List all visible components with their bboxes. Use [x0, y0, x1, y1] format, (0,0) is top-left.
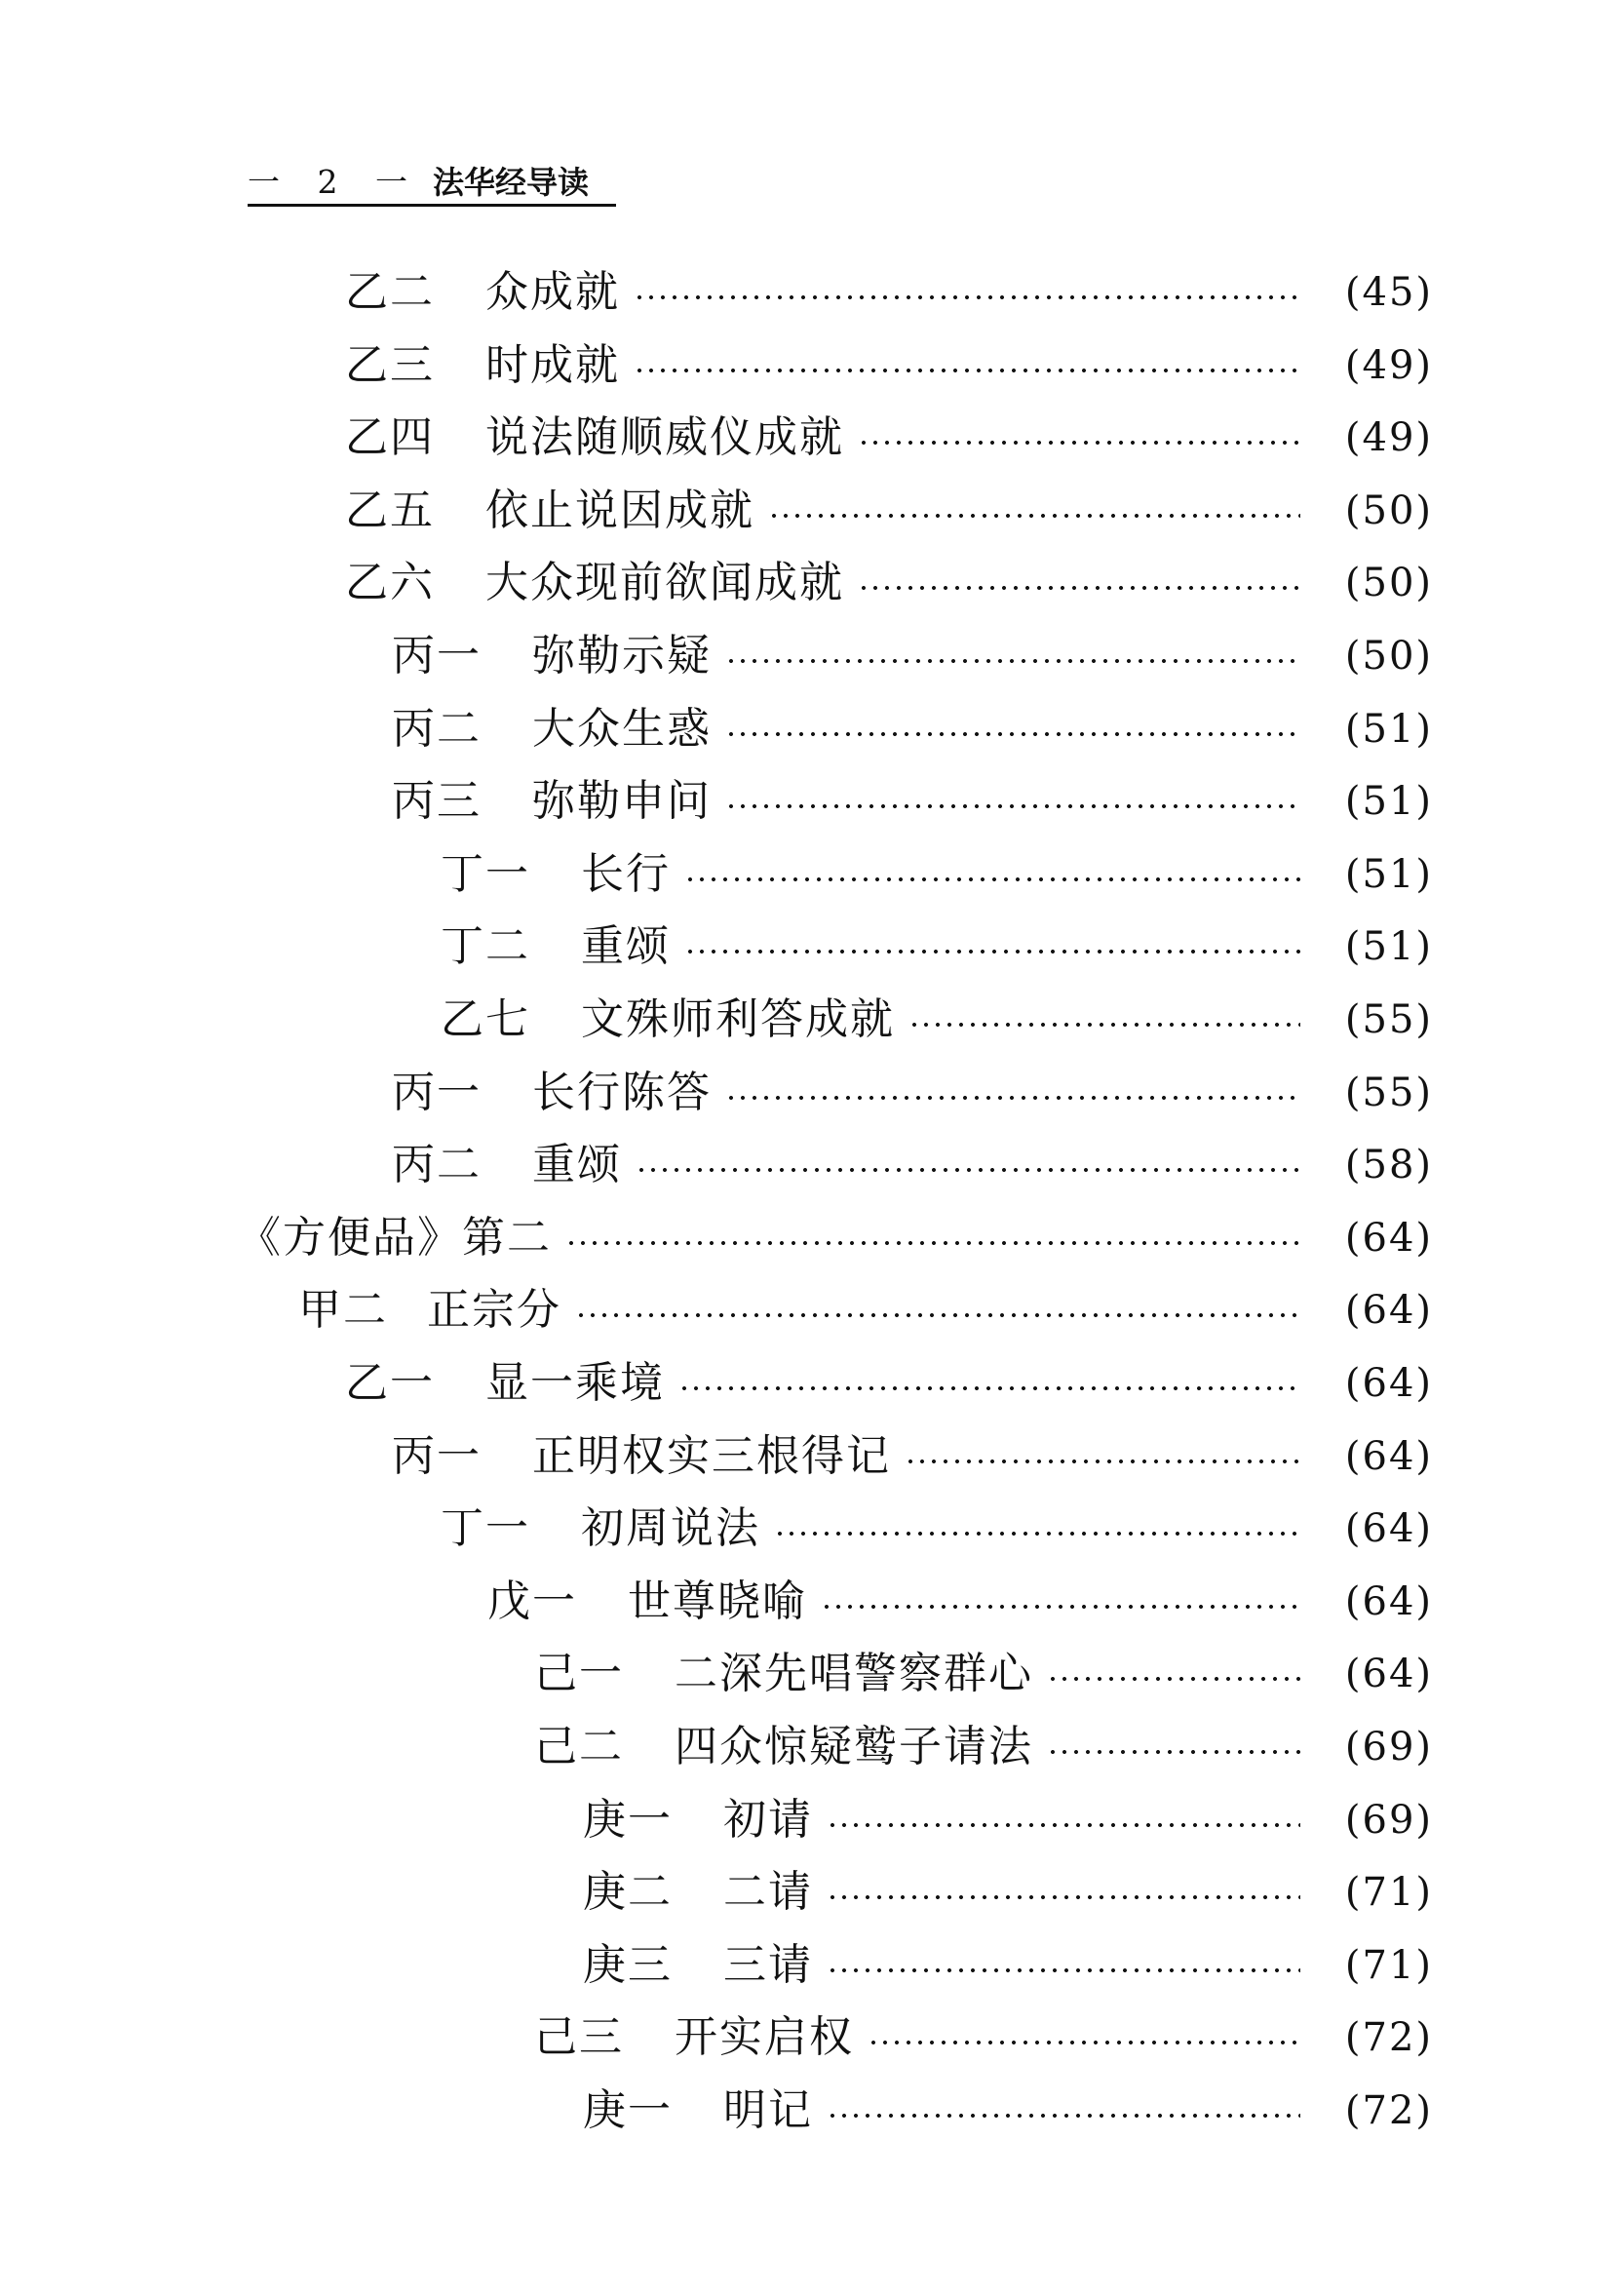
toc-entry-page: (55): [1344, 997, 1433, 1042]
toc-entry-label: 丙一: [392, 1068, 482, 1117]
toc-entry-page: (49): [1344, 415, 1433, 460]
dot-leader: [634, 295, 1300, 299]
page-number-marker: 一 2 一: [248, 163, 421, 201]
toc-entry-label: 丙一: [392, 1431, 482, 1481]
toc-entry: [392, 627, 1433, 685]
toc-entry: [534, 1645, 1433, 1703]
toc-entry-page: (50): [1344, 488, 1433, 533]
dot-leader: [1047, 1750, 1300, 1754]
dot-leader: [768, 514, 1300, 518]
dot-leader: [636, 1168, 1300, 1172]
dot-leader: [1047, 1677, 1300, 1681]
toc-entry-page: (64): [1344, 1434, 1433, 1479]
toc-entry-title: 显一乘境: [485, 1358, 665, 1408]
toc-entry-page: (64): [1344, 1652, 1433, 1696]
dot-leader: [827, 2114, 1300, 2118]
toc-entry-page: (64): [1344, 1361, 1433, 1406]
toc-entry-title: 明记: [723, 2085, 813, 2135]
toc-entry-page: (50): [1344, 634, 1433, 679]
toc-entry-page: (69): [1344, 1798, 1433, 1843]
toc-entry-label: 乙七: [441, 994, 530, 1044]
toc-entry-page: (58): [1344, 1143, 1433, 1187]
toc-entry-title: 《方便品》第二: [238, 1213, 552, 1263]
toc-entry-label: 甲二: [298, 1285, 388, 1335]
toc-entry: [441, 917, 1433, 976]
toc-entry: [534, 1718, 1433, 1776]
toc-entry: [583, 2082, 1433, 2140]
toc-entry-title: 初周说法: [581, 1503, 760, 1553]
toc-entry: [345, 554, 1433, 612]
toc-entry-page: (64): [1344, 1216, 1433, 1261]
toc-entry-page: (64): [1344, 1579, 1433, 1624]
toc-entry-label: 乙三: [345, 340, 435, 390]
toc-entry-title: 长行陈答: [532, 1068, 712, 1117]
toc-entry-page: (45): [1344, 270, 1433, 315]
dot-leader: [684, 950, 1300, 953]
toc-entry-label: 乙一: [345, 1358, 435, 1408]
toc-entry-title: 众成就: [485, 267, 620, 317]
toc-entry-page: (49): [1344, 343, 1433, 388]
toc-entry-page: (72): [1344, 2015, 1433, 2060]
dot-leader: [634, 369, 1300, 372]
toc-entry: [345, 482, 1433, 540]
dot-leader: [905, 1459, 1300, 1463]
toc-entry: [345, 336, 1433, 395]
toc-entry-title: 三请: [723, 1940, 813, 1990]
toc-entry-title: 初请: [723, 1795, 813, 1845]
toc-entry-title: 时成就: [485, 340, 620, 390]
toc-entry-title: 弥勒示疑: [532, 631, 712, 681]
toc-entry-title: 大众生惑: [532, 704, 712, 754]
dot-leader: [827, 1823, 1300, 1827]
dot-leader: [725, 659, 1300, 663]
toc-entry-label: 己三: [534, 2012, 624, 2062]
toc-entry-page: (50): [1344, 561, 1433, 605]
toc-entry-label: 乙五: [345, 486, 435, 535]
running-header: [248, 164, 616, 207]
toc-entry: [238, 1209, 1433, 1267]
toc-entry-page: (72): [1344, 2088, 1433, 2133]
toc-entry: [345, 1354, 1433, 1413]
dot-leader: [774, 1532, 1300, 1536]
dot-leader: [575, 1313, 1300, 1317]
dot-leader: [725, 1096, 1300, 1100]
toc-entry-label: 丁一: [441, 849, 530, 899]
toc-entry-page: (69): [1344, 1725, 1433, 1770]
toc-entry: [392, 1064, 1433, 1122]
toc-entry: [534, 2008, 1433, 2067]
toc-entry-page: (71): [1344, 1943, 1433, 1988]
toc-entry-title: 说法随顺威仪成就: [485, 412, 844, 462]
dot-leader: [827, 1968, 1300, 1972]
book-title: 法华经导读: [432, 164, 589, 201]
toc-entry-title: 长行: [581, 849, 671, 899]
toc-entry-label: 庚二: [583, 1867, 673, 1917]
toc-entry: [487, 1573, 1433, 1631]
toc-entry-label: 丙一: [392, 631, 482, 681]
dot-leader: [725, 804, 1300, 808]
toc-entry: [583, 1863, 1433, 1922]
toc-entry-page: (51): [1344, 924, 1433, 969]
toc-entry: [392, 1427, 1433, 1486]
toc-entry-page: (55): [1344, 1070, 1433, 1115]
toc-entry-label: 丙二: [392, 704, 482, 754]
toc-entry-title: 二深先唱警察群心: [675, 1649, 1033, 1698]
toc-entry-title: 依止说因成就: [485, 486, 754, 535]
toc-entry-title: 大众现前欲闻成就: [485, 558, 844, 607]
toc-entry-title: 重颂: [581, 921, 671, 971]
toc-entry-title: 正明权实三根得记: [532, 1431, 891, 1481]
dot-leader: [858, 586, 1300, 590]
toc-entry-label: 丙二: [392, 1140, 482, 1189]
toc-entry-page: (51): [1344, 779, 1433, 824]
toc-entry-label: 乙四: [345, 412, 435, 462]
dot-leader: [868, 2041, 1300, 2044]
toc-entry-page: (51): [1344, 852, 1433, 897]
dot-leader: [827, 1895, 1300, 1899]
toc-entry-title: 开实启权: [675, 2012, 854, 2062]
toc-entry-page: (64): [1344, 1506, 1433, 1551]
toc-entry-label: 己一: [534, 1649, 624, 1698]
toc-entry: [345, 263, 1433, 322]
toc-entry: [441, 845, 1433, 904]
toc-entry-label: 丙三: [392, 776, 482, 826]
toc-entry-page: (71): [1344, 1870, 1433, 1915]
toc-entry-label: 己二: [534, 1722, 624, 1771]
toc-entry: [441, 991, 1433, 1049]
toc-entry: [345, 409, 1433, 467]
toc-entry-label: 庚一: [583, 1795, 673, 1845]
toc-entry-label: 丁二: [441, 921, 530, 971]
toc-entry: [441, 1499, 1433, 1558]
dot-leader: [678, 1386, 1300, 1390]
toc-entry: [392, 700, 1433, 759]
toc-entry-label: 丁一: [441, 1503, 530, 1553]
dot-leader: [684, 877, 1300, 881]
toc-entry-label: 乙二: [345, 267, 435, 317]
toc-entry: [392, 1136, 1433, 1194]
dot-leader: [725, 732, 1300, 736]
toc-entry: [298, 1281, 1433, 1340]
toc-entry-label: 庚三: [583, 1940, 673, 1990]
toc-entry: [583, 1791, 1433, 1849]
toc-entry: [392, 772, 1433, 831]
dot-leader: [908, 1023, 1300, 1027]
toc-entry-page: (64): [1344, 1288, 1433, 1333]
toc-entry-label: 戊一: [487, 1576, 577, 1626]
dot-leader: [565, 1241, 1300, 1245]
toc-entry-title: 二请: [723, 1867, 813, 1917]
toc-entry-page: (51): [1344, 707, 1433, 752]
dot-leader: [821, 1605, 1300, 1609]
toc-entry-label: 庚一: [583, 2085, 673, 2135]
toc-entry-label: 乙六: [345, 558, 435, 607]
toc-entry-title: 重颂: [532, 1140, 622, 1189]
dot-leader: [858, 441, 1300, 445]
toc-entry-title: 四众惊疑鹫子请法: [675, 1722, 1033, 1771]
toc-entry-title: 弥勒申问: [532, 776, 712, 826]
toc-entry-title: 正宗分: [427, 1285, 561, 1335]
toc-entry-title: 世尊晓喻: [628, 1576, 807, 1626]
toc-entry-title: 文殊师利答成就: [581, 994, 895, 1044]
toc-entry: [583, 1936, 1433, 1995]
